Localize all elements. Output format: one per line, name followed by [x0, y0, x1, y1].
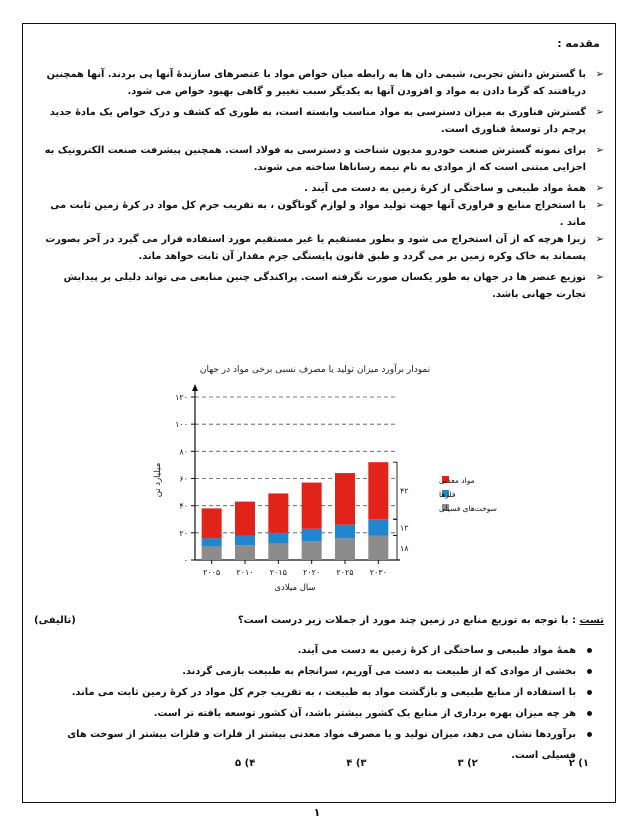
bar-segment	[368, 519, 388, 535]
value-bracket	[393, 462, 397, 519]
intro-bullet: ➢ زیرا هرچه که از آن استخراج می شود و بطور مستقیم یا غیر مستقیم مورد استفاده قرار می گیرد در آخر بصورت پسماند به خاک وکره زمین بر می گردد و طبق قانون پایستگی جرم مقدار آن ثابت خواهد ماند.	[34, 231, 604, 265]
x-tick-label: ۲۰۳۰	[369, 568, 387, 577]
bar-segment	[302, 483, 322, 529]
y-tick-label: ۴۰	[179, 501, 188, 511]
intro-bullet-list	[34, 66, 604, 307]
legend-label: مواد معدنی	[439, 476, 475, 485]
y-tick-label: ۲۰	[179, 528, 188, 538]
question-item: برآوردها نشان می دهد، میزان تولید و یا مصرف مواد معدنی بیشتر از فلزات و فلزات بیشتر از سوخت های فسیلی است.	[34, 724, 594, 766]
answer-option[interactable]: ۴) ۵	[235, 758, 256, 769]
question-item: بخشی از موادی که از طبیعت به دست می آوریم، سرانجام به طبیعت بازمی گردند.	[34, 661, 594, 682]
bar-segment	[202, 546, 222, 560]
intro-bullet: ➢ توزیع عنصر ها در جهان به طور یکسان صورت نگرفته است. پراکندگی چنین منابعی می تواند دلیلی بر پیدایش تجارت جهانی باشد.	[34, 269, 604, 303]
intro-title: مقدمه :	[557, 37, 600, 50]
materials-chart	[150, 355, 497, 600]
y-axis-arrow-icon	[192, 384, 198, 391]
bracket-value-label: ۴۲	[400, 486, 409, 496]
x-tick-label: ۲۰۱۵	[269, 568, 287, 577]
bullet-dot-icon	[587, 711, 592, 716]
x-tick-label: ۲۰۱۰	[236, 568, 254, 577]
y-tick-label: ۱۲۰	[175, 393, 188, 402]
bar-segment	[368, 462, 388, 519]
question-text: : با توجه به توزیع منابع در زمین چند مورد از جملات زیر درست است؟	[237, 615, 580, 626]
legend-label: فلزها	[439, 490, 456, 499]
bar-segment	[202, 508, 222, 538]
intro-bullet: ➢ گسترش فناوری به میزان دسترسی به مواد مناسب وابسته است، به طوری که کشف و درک خواص یک مادۀ جدید پرچم دار توسعۀ فناوری است.	[34, 104, 604, 138]
intro-bullet: ➢ همۀ مواد طبیعی و ساختگی از کرۀ زمین به دست می آیند .	[34, 180, 604, 197]
intro-bullet: ➢ با استخراج منابع و فراوری آنها جهت تولید مواد و لوازم گوناگون ، به تقریب جرم کل مواد در کرۀ زمین ثابت می ماند .	[34, 197, 604, 231]
arrow-bullet-icon: ➢	[595, 145, 604, 156]
bar-segment	[335, 538, 355, 560]
question-item: هر چه میزان بهره برداری از منابع یک کشور بیشتر باشد، آن کشور توسعه یافته تر است.	[34, 703, 594, 724]
bar-segment	[235, 536, 255, 546]
bar-segment	[335, 473, 355, 525]
y-tick-label: ۶۰	[179, 474, 188, 484]
question-tag: (تالیفی)	[34, 615, 76, 626]
y-tick-label: ۰	[183, 556, 188, 565]
bullet-dot-icon	[587, 690, 592, 695]
y-tick-label: ۱۰۰	[175, 420, 188, 430]
bullet-dot-icon	[587, 648, 592, 653]
chart-title: نمودار برآورد میزان تولید یا مصرف نسبی برخی مواد در جهان	[199, 365, 431, 375]
bullet-dot-icon	[587, 669, 592, 674]
intro-bullet: ➢ با گسترش دانش تجربی، شیمی دان ها به رابطه میان خواص مواد با عنصرهای سازندۀ آنها پی بردند. آنها همچنین دریافتند که گرما دادن به مواد و افزودن آنها به یکدیگر سبب تغییر و گاهی بهبود خواص می شود.	[34, 66, 604, 100]
bar-segment	[268, 533, 288, 544]
bar-segment	[302, 541, 322, 560]
y-tick-label: ۸۰	[179, 447, 188, 457]
arrow-bullet-icon: ➢	[595, 69, 604, 80]
question-item: همۀ مواد طبیعی و ساختگی از کرۀ زمین به دست می آیند.	[34, 640, 594, 661]
y-axis-label: میلیارد تن	[153, 462, 163, 498]
arrow-bullet-icon: ➢	[595, 272, 604, 283]
question-item: با استفاده از منابع طبیعی و بازگشت مواد به طبیعت ، به تقریب جرم کل مواد در کرۀ زمین ثابت می ماند.	[34, 682, 594, 703]
value-bracket	[393, 536, 397, 560]
answer-option[interactable]: ۱) ۲	[568, 758, 589, 769]
question-header	[34, 615, 604, 626]
bar-segment	[335, 525, 355, 539]
bar-segment	[202, 538, 222, 546]
x-tick-label: ۲۰۰۵	[203, 568, 221, 577]
bracket-value-label: ۱۲	[400, 523, 409, 533]
bullet-dot-icon	[587, 732, 592, 737]
arrow-bullet-icon: ➢	[595, 234, 604, 245]
bar-segment	[268, 493, 288, 532]
bar-segment	[268, 544, 288, 560]
bar-segment	[235, 502, 255, 536]
bracket-value-label: ۱۸	[400, 543, 409, 553]
arrow-bullet-icon: ➢	[595, 183, 604, 194]
page-number: ۱	[313, 806, 321, 819]
bar-segment	[235, 545, 255, 560]
question-item-list	[34, 640, 594, 766]
legend-label: سوخت‌های فسیلی	[439, 504, 497, 513]
arrow-bullet-icon: ➢	[595, 107, 604, 118]
question-label: تست	[579, 615, 604, 626]
answer-option[interactable]: ۲) ۳	[457, 758, 478, 769]
chart-svg	[150, 355, 497, 600]
answer-option[interactable]: ۳) ۴	[346, 758, 367, 769]
intro-bullet: ➢ برای نمونه گسترش صنعت خودرو مدیون شناخت و دسترسی به فولاد است. همچنین پیشرفت صنعت الکترونیک به اجزایی مبتنی است که از موادی به نام نیمه رساناها ساخته می شوند.	[34, 142, 604, 176]
x-tick-label: ۲۰۲۵	[336, 568, 354, 577]
bar-segment	[302, 529, 322, 541]
x-axis-label: سال میلادی	[274, 583, 316, 593]
bar-segment	[368, 536, 388, 560]
x-tick-label: ۲۰۲۰	[303, 568, 321, 577]
arrow-bullet-icon: ➢	[595, 200, 604, 211]
answer-options	[235, 758, 589, 769]
